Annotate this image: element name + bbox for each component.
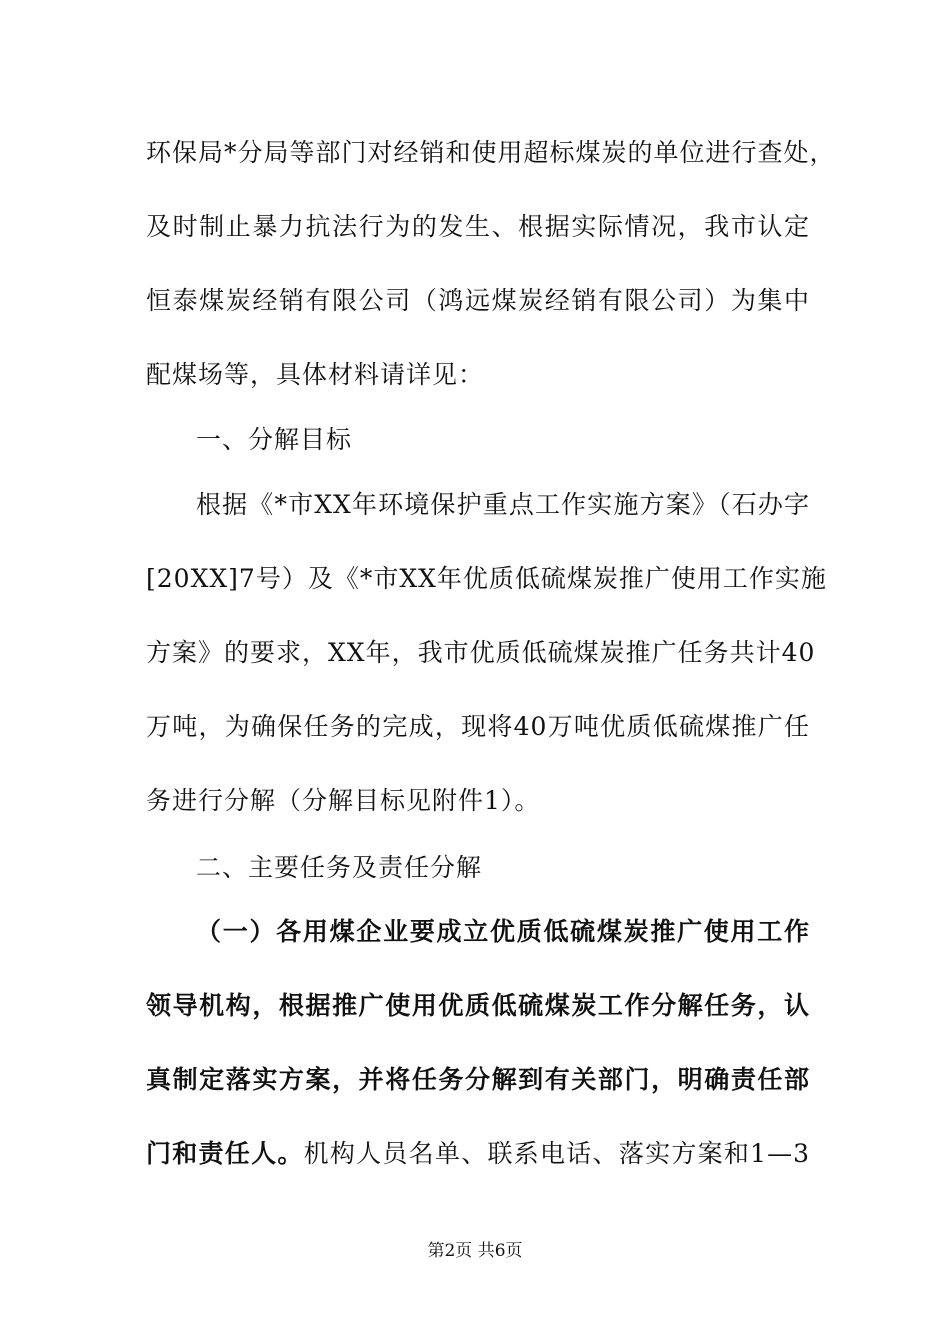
mixed-line-bold-part: 门和责任人。 <box>146 1139 304 1168</box>
bold-line-1: （一）各用煤企业要成立优质低硫煤炭推广使用工作 <box>196 917 810 946</box>
body-line-1: 环保局*分局等部门对经销和使用超标煤炭的单位进行查处， <box>146 138 836 167</box>
body-line-4: 配煤场等，具体材料请详见： <box>146 360 485 389</box>
mixed-line <box>146 1134 810 1174</box>
body-line-3: 恒泰煤炭经销有限公司（鸿远煤炭经销有限公司）为集中 <box>146 286 810 315</box>
mixed-line-normal-part: 机构人员名单、联系电话、落实方案和1—3 <box>303 1139 810 1168</box>
bold-line-3: 真制定落实方案，并将任务分解到有关部门，明确责任部 <box>146 1065 810 1094</box>
bold-line-2: 领导机构，根据推广使用优质低硫煤炭工作分解任务，认 <box>146 991 810 1020</box>
body-line-7: [20XX]7号）及《*市XX年优质低硫煤炭推广使用工作实施 <box>146 564 827 593</box>
body-line-8: 方案》的要求，XX年，我市优质低硫煤炭推广任务共计40 <box>146 638 816 667</box>
body-line-2: 及时制止暴力抗法行为的发生、根据实际情况，我市认定 <box>146 212 810 241</box>
section-heading-2: 二、主要任务及责任分解 <box>196 853 483 882</box>
body-line-10: 务进行分解（分解目标见附件1）。 <box>146 786 541 815</box>
body-line-9: 万吨，为确保任务的完成，现将40万吨优质低硫煤推广任 <box>146 712 810 741</box>
body-line-6: 根据《*市XX年环境保护重点工作实施方案》（石办字 <box>196 490 810 519</box>
page-footer: 第2页 共6页 <box>427 1241 523 1261</box>
section-heading-1: 一、分解目标 <box>196 425 353 454</box>
